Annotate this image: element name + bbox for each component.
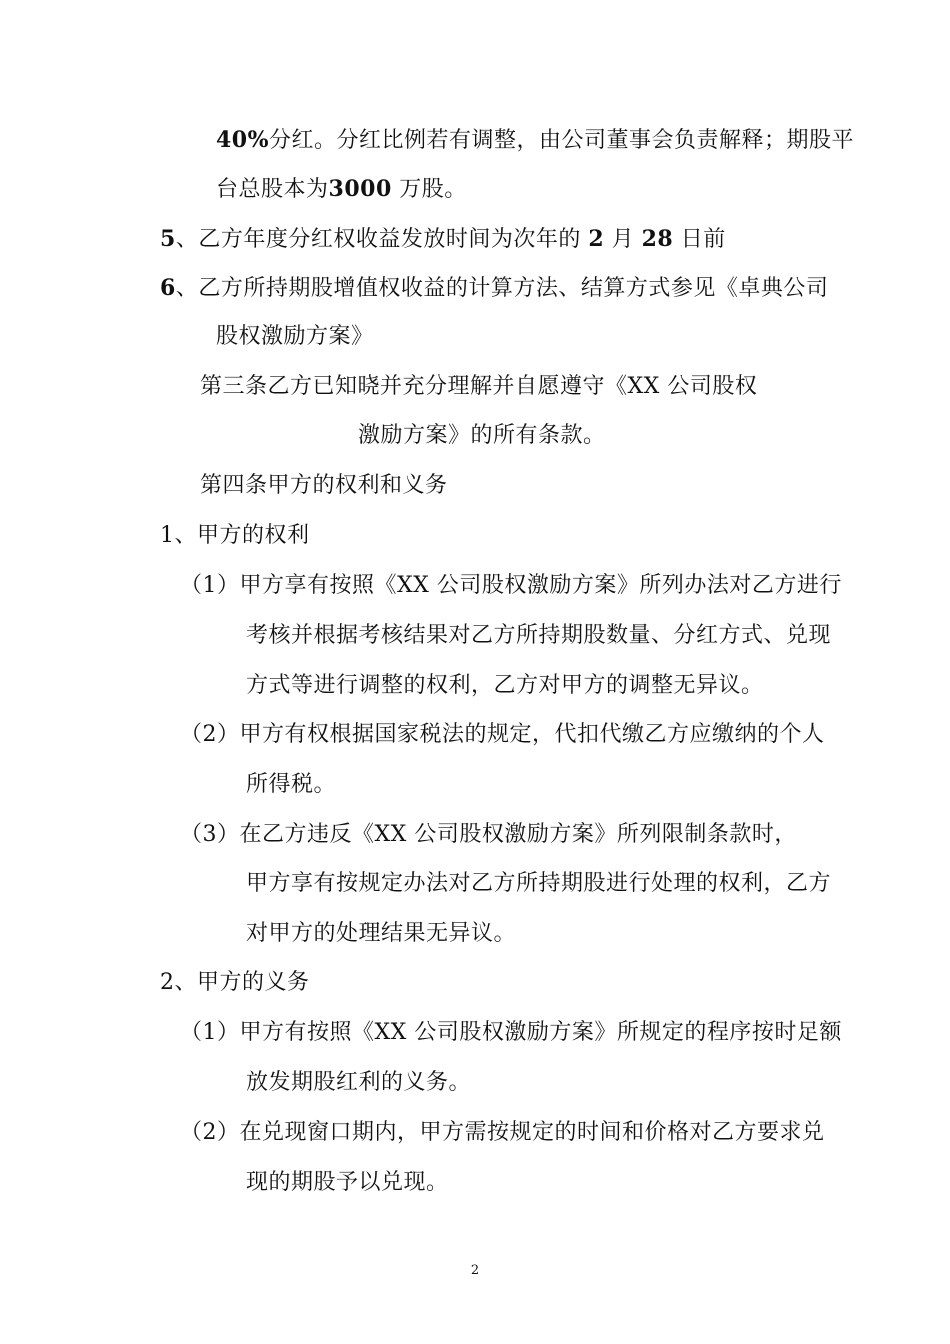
- paragraph-line: [216, 174, 467, 205]
- clause-line: [180, 820, 797, 850]
- article-4-heading: [200, 471, 448, 501]
- line-text: 甲方享有按规定办法对乙方所持期股进行处理的权利，乙方: [246, 871, 832, 896]
- line-text: 方式等进行调整的权利，乙方对甲方的调整无异议。: [246, 673, 764, 698]
- line-text: 第三条乙方已知晓并充分理解并自愿遵守《XX 公司股权: [200, 374, 758, 399]
- clause-line: [246, 869, 831, 899]
- section-heading-rights: [160, 521, 310, 551]
- bold-number: 3000: [328, 176, 392, 202]
- bold-number: 40%: [216, 127, 270, 153]
- clause-line: [246, 770, 336, 800]
- clause-line: [246, 1168, 449, 1198]
- article-3-heading: [200, 372, 757, 402]
- page-number: 2: [470, 1263, 480, 1278]
- paragraph-line: [216, 125, 854, 156]
- list-item-6: [160, 273, 828, 304]
- line-text: 台总股本为: [216, 177, 329, 202]
- section-heading-obligations: [160, 968, 310, 998]
- line-text: 万股。: [391, 177, 467, 202]
- bold-number: 28: [641, 226, 674, 252]
- clause-line: [180, 1018, 842, 1048]
- line-text: 对甲方的处理结果无异议。: [246, 921, 517, 946]
- line-text: 2、甲方的义务: [160, 970, 310, 995]
- line-text: 分红。分红比例若有调整，由公司董事会负责解释；期股平: [269, 128, 855, 153]
- line-text: 所得税。: [246, 772, 337, 797]
- clause-line: [246, 919, 516, 949]
- clause-line: [246, 621, 831, 651]
- line-text: 放发期股红利的义务。: [246, 1070, 472, 1095]
- line-text: 第四条甲方的权利和义务: [200, 473, 448, 498]
- clause-line: [180, 720, 825, 750]
- list-number: 6: [160, 275, 176, 301]
- line-text: 现的期股予以兑现。: [246, 1170, 449, 1195]
- clause-line: [180, 1118, 825, 1148]
- line-text: （2）在兑现窗口期内，甲方需按规定的时间和价格对乙方要求兑: [180, 1120, 825, 1145]
- line-text: （3）在乙方违反《XX 公司股权激励方案》所列限制条款时，: [180, 822, 797, 847]
- line-text: 激励方案》的所有条款。: [358, 423, 606, 448]
- line-text: 1、甲方的权利: [160, 523, 310, 548]
- line-text: （1）甲方有按照《XX 公司股权激励方案》所规定的程序按时足额: [180, 1020, 842, 1045]
- bold-number: 2: [588, 226, 605, 252]
- line-text: 股权激励方案》: [216, 324, 374, 349]
- line-text: 月: [604, 227, 642, 252]
- paragraph-line: [216, 322, 374, 352]
- line-text: 、乙方所持期股增值权收益的计算方法、结算方式参见《卓典公司: [175, 276, 829, 301]
- list-number: 5: [160, 226, 176, 252]
- paragraph-line: [358, 421, 606, 451]
- line-text: 考核并根据考核结果对乙方所持期股数量、分红方式、兑现: [246, 623, 832, 648]
- list-item-5: [160, 224, 726, 255]
- line-text: （2）甲方有权根据国家税法的规定，代扣代缴乙方应缴纳的个人: [180, 722, 825, 747]
- clause-line: [246, 1068, 471, 1098]
- line-text: 日前: [673, 227, 726, 252]
- line-text: （1）甲方享有按照《XX 公司股权激励方案》所列办法对乙方进行: [180, 573, 842, 598]
- clause-line: [180, 571, 842, 601]
- clause-line: [246, 671, 764, 701]
- line-text: 、乙方年度分红权收益发放时间为次年的: [175, 227, 589, 252]
